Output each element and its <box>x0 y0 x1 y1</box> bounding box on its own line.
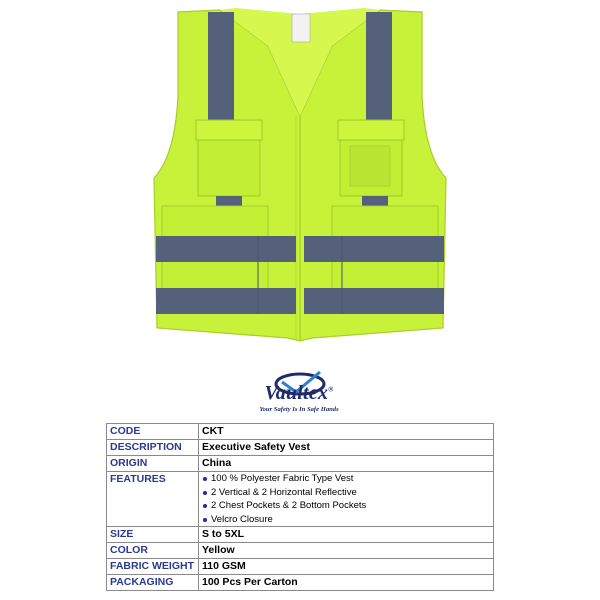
table-row <box>107 472 494 527</box>
horizontal-reflective-lower-right <box>304 288 444 314</box>
brand-name <box>256 382 342 405</box>
feature-item: 2 Chest Pockets & 2 Bottom Pockets <box>202 499 490 513</box>
safety-vest-illustration <box>150 6 450 368</box>
spec-key: SIZE <box>107 527 199 543</box>
chest-pocket-left-patch <box>216 196 242 206</box>
table-row <box>107 456 494 472</box>
feature-item: 100 % Polyester Fabric Type Vest <box>202 472 490 486</box>
brand-logo <box>0 366 600 416</box>
table-row <box>107 575 494 591</box>
chest-pocket-left-flap <box>196 120 262 140</box>
chest-pocket-right-patch <box>362 196 388 206</box>
table-row <box>107 440 494 456</box>
brand-name-text: Vaultex <box>264 382 329 404</box>
spec-key: ORIGIN <box>107 456 199 472</box>
spec-value: 110 GSM <box>199 559 494 575</box>
horizontal-reflective-upper-right <box>304 236 444 262</box>
spec-value: S to 5XL <box>199 527 494 543</box>
table-row <box>107 424 494 440</box>
feature-item: Velcro Closure <box>202 513 490 527</box>
spec-key: CODE <box>107 424 199 440</box>
vertical-reflective-right <box>366 12 392 122</box>
spec-value-features <box>199 472 494 527</box>
table-row <box>107 559 494 575</box>
spec-key: COLOR <box>107 543 199 559</box>
spec-key: PACKAGING <box>107 575 199 591</box>
table-row <box>107 527 494 543</box>
table-row <box>107 543 494 559</box>
trademark-symbol: ® <box>328 385 334 394</box>
spec-key: DESCRIPTION <box>107 440 199 456</box>
vest-size-label <box>292 14 310 42</box>
pen-pocket-mesh <box>350 146 390 186</box>
spec-value: China <box>199 456 494 472</box>
spec-value: CKT <box>199 424 494 440</box>
spec-value: 100 Pcs Per Carton <box>199 575 494 591</box>
spec-key: FEATURES <box>107 472 199 527</box>
vertical-reflective-left <box>208 12 234 122</box>
chest-pocket-right-flap <box>338 120 404 140</box>
feature-item: 2 Vertical & 2 Horizontal Reflective <box>202 486 490 500</box>
spec-key: FABRIC WEIGHT <box>107 559 199 575</box>
horizontal-reflective-lower-left <box>156 288 296 314</box>
horizontal-reflective-upper-left <box>156 236 296 262</box>
spec-value: Executive Safety Vest <box>199 440 494 456</box>
product-image <box>150 6 450 368</box>
spec-value: Yellow <box>199 543 494 559</box>
spec-table <box>106 423 494 591</box>
features-list <box>202 472 490 526</box>
brand-tagline: Your Safety Is In Safe Hands <box>259 406 339 413</box>
